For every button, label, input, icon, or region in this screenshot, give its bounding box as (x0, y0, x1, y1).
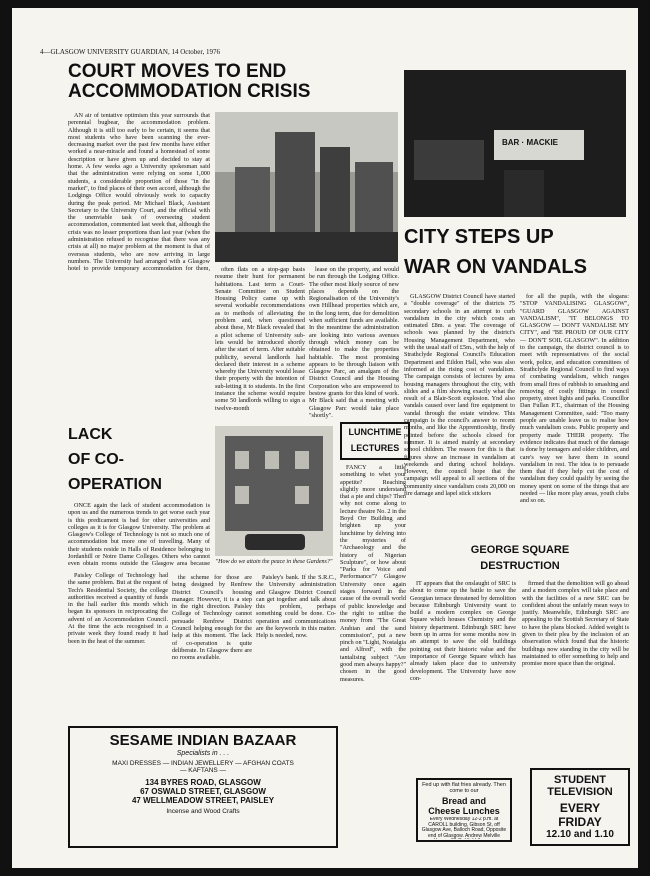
lack-headline-line-1: LACK (68, 426, 113, 443)
city-headline-line-2: WAR ON VANDALS (404, 256, 587, 278)
tv-line-1: STUDENT (554, 774, 606, 786)
running-header: 4—GLASGOW UNIVERSITY GUARDIAN, 14 October, 1976 (40, 48, 220, 56)
city-col-2-text: for all the pupils, with the slogans: "STOP VANDALISING GLASGOW", "GUARD GLASGOW AGAINST VANDALISM", "IT BELONGS TO GLASGOW — DON'T VANDALISE MY CITY", and "BE PROUD OF OUR CITY — DON'T SOIL GLASGOW". In addition to the campaign, the district council is to meet with representatives of the social work, police, and education committees of Strathclyde Regional Council to find ways of combating vandalism, which ranges from small fires of rubbish to smashing and removing of costly fittings in council property, street lights and parks. Councillor Dan Fullan P.T., chairman of the Housing Management Committee, said: "Too many people are unable leave us to realise how much vandalism costs. Public property and property made THEIR property. The evidence indicates that much of the damage is done by teenagers and older children, and care's way we have them in sound vandalism in rest. The idea is to persuade them that if they help cut the cost of vandalism they could qualify by seeing the money spent on some of the things that are needed — like more play areas, youth clubs and so on. (520, 293, 629, 505)
george-headline (410, 542, 630, 574)
lack-photo (215, 426, 333, 556)
lack-col-c-text: the scheme for those are being designed by Renfrew District Council's housing manager. However, it is a step in the right direction. Paisley College of Technology cannot persuade Renfrew District Council helping enough for the help at this moment. The lack of co-operation is quite deliberate. In Glasgow there are no rooms available. (172, 574, 252, 662)
lack-col-b-text: Paisley College of Technology had the same problem. But at the request of Tech's Residential Society, the college authorities received a quantity of funds in the hall earlier this month which began its sponsors in reciprocating the advent of an Accommodation Council. At the time the acts recognised in a private week they found ready it had been in the heat of the summer. (68, 572, 168, 645)
court-col-3 (309, 266, 399, 426)
lack-headline-line-2: OF CO- (68, 451, 124, 468)
court-headline-line-2: ACCOMMODATION CRISIS (68, 81, 311, 102)
lack-photo-image (215, 426, 333, 556)
sesame-subtitle: Specialists in . . . (176, 750, 230, 757)
george-col-1 (410, 580, 516, 718)
city-headline (404, 222, 629, 282)
court-photo-image (215, 112, 398, 262)
court-col-1b (68, 274, 210, 434)
bread-top: Fed up with flat fries already. Then come to our (422, 782, 506, 794)
sesame-address-2: 67 OSWALD STREET, GLASGOW (140, 787, 266, 796)
lunch-col-1-text: FANCY a little something to whet your appetite? Reaching slightly more understand that a pie and chips? Then why not come along to lecture theatre No. 2 in the Boyd Orr Building and brighten up your lunchtime by delving into the mysteries of "Archaeology and the history of Nigerian Sculpture", or how about "Parks for Voice and Performance"? Glasgow University once again stages forward in the cause of the overall world of public knowledge and the right to utilise the money from "The Great Arabian and the sand commission", put a new pinch on "Light, Nostalgia and Alfred", with the tantalising subject "Are good men always happy?" chosen in the good measures. (340, 464, 406, 683)
lack-col-a-text: ONCE again the lack of student accommodation is upon us and the numerous trends to get worse each year is this predicament is bad for other universities and colleges as it is for Glasgow University. The problem at Glasgow's College of Technology is not so much one of accommodation but more one of travelling. Many of their students reside in Halls of Residence belonging to Jordanhill or Notre Dame Colleges. Others who cannot even obtain rooms outside the Glasgow area because (68, 502, 210, 568)
city-col-2 (520, 293, 629, 533)
city-col-1 (404, 293, 515, 533)
george-headline-line-2: DESTRUCTION (480, 560, 560, 572)
bread-body: Every Wednesday 12-2 p.m. at CAROLL building, Gibson St, off Glasgow Ave, Balloch Road, Opposite end of Glasgow. Andrew Melville (421, 817, 507, 839)
lunch-headline-line-1: LUNCHTIME (348, 427, 402, 437)
sesame-footer: Incense and Wood Crafts (166, 808, 240, 815)
george-headline-line-1: GEORGE SQUARE (470, 544, 570, 556)
court-col-2 (215, 266, 305, 426)
lack-col-c (172, 574, 252, 718)
lack-headline (68, 422, 208, 497)
lack-col-d (256, 574, 336, 718)
lack-headline-line-3: OPERATION (68, 476, 162, 493)
lunch-headline (340, 422, 410, 460)
city-photo (404, 70, 626, 217)
lunch-col-1 (340, 464, 406, 718)
newspaper-page (12, 8, 638, 868)
lack-col-d-text: Paisley's bank. If the S.R.C., the University administration and Glasgow District Council can get together and talk about this problem, perhaps something could be done. Co-operation and communications are the keywords in this matter. Help is needed, now. (256, 574, 336, 640)
court-photo (215, 112, 398, 262)
sesame-line-1: MAXI DRESSES — INDIAN JEWELLERY — AFGHAN COATS (112, 760, 294, 767)
george-col-1-text: IT appears that the onslaught of SRC is about to come up the battle to save the Georgian terrace threatened by demolition because Edinburgh University want to build a modern complex on George Square which houses Chemistry and the history department. Edinburgh SRC have been up in arms for some months now in an attempt to save the old buildings pointing out their historic value and the importance of George Square which has already taken place due to university development. The University have now con- (410, 580, 516, 682)
sesame-ad (68, 726, 338, 848)
tv-line-2: TELEVISION (547, 786, 613, 798)
lack-col-b (68, 572, 168, 718)
tv-line-3: EVERY (559, 801, 601, 815)
sesame-title: SESAME INDIAN BAZAAR (109, 732, 297, 749)
lunch-headline-line-2: LECTURES (350, 443, 400, 453)
court-col-2-text: often flats on a stop-gap basis resume their hunt for permanent habitations. Last term a Court-Senate Committee on Student Housing Policy came up with several workable recommendations as to methods of alleviating the problem and, when questioned about these, Mr Black revealed that a pilot scheme of University sub-lets would be introduced shortly after the start of term. After suitable publicity, several landlords had declared their interest in a scheme whereby the University would lease their property with the intention of sub-letting it to students. In the first instance the scheme would require some 50 landlords willing to sign a twelve-month (215, 266, 305, 412)
lack-photo-caption: "How do we attain the peace in these Gardens?" (215, 559, 333, 565)
tv-line-4: FRIDAY (558, 815, 602, 829)
sesame-line-2: — KAFTANS — (179, 767, 227, 774)
city-photo-sign: BAR · MACKIE (502, 138, 558, 147)
bread-title-2: Cheese Lunches (428, 806, 500, 816)
court-col-1 (68, 112, 210, 272)
court-headline (68, 62, 358, 102)
tv-ad (530, 768, 630, 846)
city-headline-line-1: CITY STEPS UP (404, 226, 554, 248)
court-headline-line-1: COURT MOVES TO END (68, 61, 287, 82)
tv-times: 12.10 and 1.10 (546, 829, 614, 840)
sesame-address-1: 134 BYRES ROAD, GLASGOW (145, 778, 261, 787)
bread-ad (416, 778, 512, 842)
court-col-1-text: AN air of tentative optimism this year surrounds that perennial bugbear, the accommodation problem. Although it is still too early to be certain, it seems that most students who have been scanning the ever-decreasing market over the past few months have either worked a near-miracle and found a homestead of some description or have given up and decided to stay at home. A few weeks ago a University spokesman said that the administration were relying on some 1,000 students, a considerable proportion of those "in the market", to find places of their own accord, although the Lodgings Office would obviously work to capacity during the peak period. Mr Michael Black, Assistant Secretary to the University Court, and the official with the unenviable task of overseeing student accommodation, commented last week that, although the crisis was no lesser proportions than last year (when the administration refused to recognise that there was any crisis at all) no major problem at the moment is that of overseas students, who are now arriving in large numbers. The University had arranged with a Glasgow hotel to provide temporary accommodation for them, (68, 112, 210, 272)
george-col-2 (522, 580, 629, 718)
lack-col-a (68, 502, 210, 568)
bread-title-1: Bread and (441, 796, 486, 806)
george-col-2-text: firmed that the demolition will go ahead and a modern complex will take place and with the facilities of a new SRC can be confident about the unfairly mean ways to justify. Meanwhile, Edinburgh SRC are appealing to the Scottish Secretary of State to have the plans blocked. Added weight is given to their plea by the inclusion of an observation which found that the historic buildings now standing in the city will be maintained to offer something to help and promise more space than the original. (522, 580, 629, 668)
court-col-3-text: lease on the property, and would be run through the Lodging Office. The other most likely source of new places depends on the Regionalisation of the University's own Hillhead properties which are, in the long term, due for demolition when sufficient funds are available. In the meantime the administration are looking into various avenues through which money can be obtained to make the properties habitable. The most promising appears to be through liaison with Glasgow Parc, an amalgam of the District Council and the Housing Corporation who are empowered to bestow grants for this kind of work. Mr Black said that a meeting with Glasgow Parc would take place "shortly". (309, 266, 399, 419)
sesame-address-3: 47 WELLMEADOW STREET, PAISLEY (131, 796, 275, 805)
city-col-1-text: GLASGOW District Council have started a "double coverage" of the districts 75 secondary schools in an attempt to curb vandalism in the city which costs an estimated £8m. a year. The coverage of schools was planned by the district's Housing Management Department, who with the usual staff of £5m., with the help of Strathclyde Regional Council's Education Department and Eildon Hall, who was also informed at the rising cost of vandalism. The campaign consists of lectures by area housing managers throughout the city, with slides and a film showing exactly what the result of a Blair-Scott explosion. Ynd also vandals caused over land fire equipment to vandal through the estate window. This campaign is the council's answer to recent months, and like the Apprenticeship, firstly pointed before the schools closed for summer. It is aimed mainly at secondary school children. The reason for this is that figures show an increase in vandalism at weekends and during school holidays. However, the council hope that the campaign will appeal to all sections of the community since vandalism costs 20,000 on fire damage and lapel stick stickers (404, 293, 515, 498)
